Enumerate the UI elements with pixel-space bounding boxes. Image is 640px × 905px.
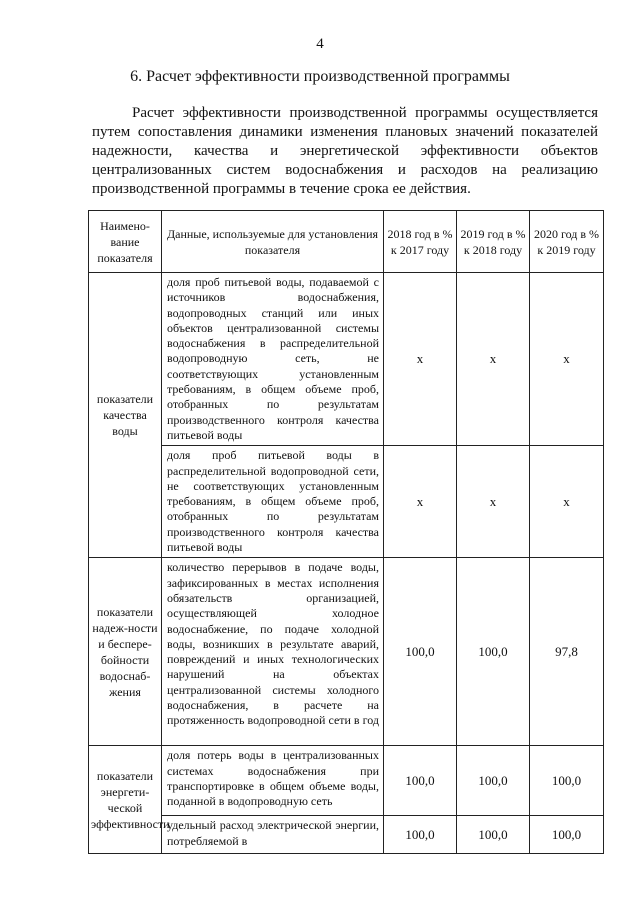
value-2019: 100,0 <box>457 558 530 746</box>
value-2020: x <box>530 446 604 558</box>
header-data-used: Данные, используемые для установления показателя <box>162 211 384 273</box>
value-2018: 100,0 <box>384 816 457 854</box>
table-row <box>89 273 604 446</box>
header-indicator-name: Наимено-вание показателя <box>89 211 162 273</box>
value-2018: 100,0 <box>384 558 457 746</box>
header-2018: 2018 год в % к 2017 году <box>384 211 457 273</box>
table-header-row <box>89 211 604 273</box>
group-name-energy: показатели энергети-ческой эффективности <box>89 746 162 854</box>
efficiency-table <box>88 210 604 854</box>
value-2020: 100,0 <box>530 816 604 854</box>
group-name-quality: показатели качества воды <box>89 273 162 558</box>
value-2020: x <box>530 273 604 446</box>
value-2018: x <box>384 273 457 446</box>
row-description: доля проб питьевой воды в распределительной водопроводной сети, не соответствующих установленным требованиям, в общем объеме проб, отобранных по результатам производственного контроля качества питьевой воды <box>162 446 384 558</box>
header-2019: 2019 год в % к 2018 году <box>457 211 530 273</box>
value-2020: 97,8 <box>530 558 604 746</box>
row-description: удельный расход электрической энергии, потребляемой в <box>162 816 384 854</box>
value-2018: 100,0 <box>384 746 457 816</box>
section-title: 6. Расчет эффективности производственной программы <box>130 68 510 85</box>
page-number: 4 <box>316 36 324 52</box>
row-description: доля проб питьевой воды, подаваемой с источников водоснабжения, водопроводных станций или иных объектов централизованной системы водоснабжения в распределительной водопроводную сеть, не соответствующих установленным требованиям, в общем объеме проб, отобранных по результатам производственного контроля качества питьевой воды <box>162 273 384 446</box>
table-row <box>89 746 604 816</box>
value-2019: x <box>457 273 530 446</box>
group-name-reliability: показатели надеж-ности и беспере-бойности водоснаб-жения <box>89 558 162 746</box>
value-2018: x <box>384 446 457 558</box>
row-description: количество перерывов в подаче воды, зафиксированных в местах исполнения обязательств организацией, осуществляющей холодное водоснабжение, по подаче холодной воды, возникших в результате аварий, повреждений и иных технологических нарушений на объектах централизованной системы холодного водоснабжения, в расчете на протяженность водопроводной сети в год <box>162 558 384 746</box>
value-2019: 100,0 <box>457 816 530 854</box>
intro-paragraph: Расчет эффективности производственной программы осуществляется путем сопоставления динамики изменения плановых значений показателей надежности, качества и энергетической эффективности объектов централизованных систем водоснабжения и расходов на реализацию производственной программы в течение срока ее действия. <box>92 105 598 197</box>
table-row <box>89 446 604 558</box>
row-description: доля потерь воды в централизованных системах водоснабжения при транспортировке в общем объеме воды, поданной в водопроводную сеть <box>162 746 384 816</box>
value-2019: x <box>457 446 530 558</box>
header-2020: 2020 год в % к 2019 году <box>530 211 604 273</box>
value-2019: 100,0 <box>457 746 530 816</box>
value-2020: 100,0 <box>530 746 604 816</box>
table-row <box>89 558 604 746</box>
